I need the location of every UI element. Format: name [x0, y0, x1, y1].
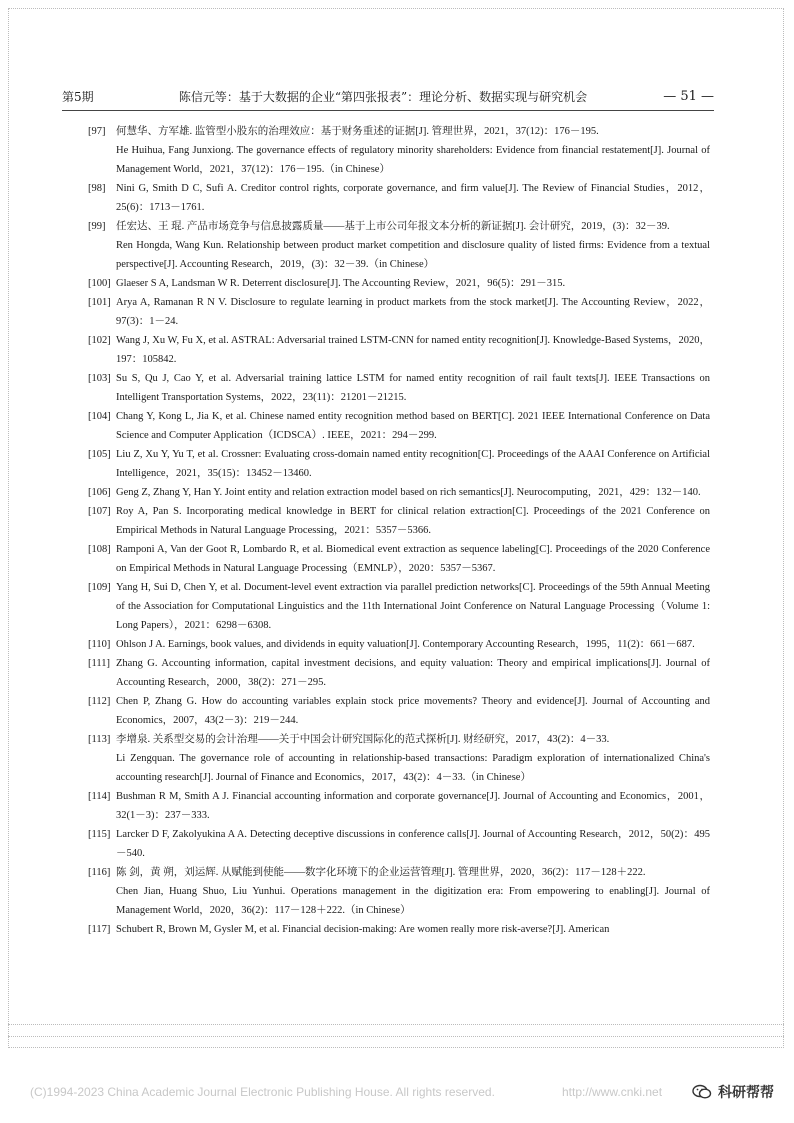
- reference-number: [115]: [88, 829, 111, 840]
- copyright-notice: (C)1994-2023 China Academic Journal Electronic Publishing House. All rights reserved.: [30, 1085, 495, 1099]
- page-footer: [30, 1080, 774, 1104]
- reference-entry: [88, 445, 710, 483]
- reference-text: Wang J, Xu W, Fu X, et al. ASTRAL: Adversarial trained LSTM-CNN for named entity recognition[J]. Knowledge-Based Systems，2020，197：105842.: [116, 335, 710, 365]
- reference-entry: [88, 179, 710, 217]
- reference-entry: [88, 578, 710, 635]
- reference-list: [88, 122, 710, 939]
- reference-number: [105]: [88, 449, 111, 460]
- reference-entry: [88, 502, 710, 540]
- reference-entry: [88, 787, 710, 825]
- reference-translation: Ren Hongda, Wang Kun. Relationship between product market competition and disclosure quality of listed firms: Evidence from a textual perspective[J]. Accounting Research，2019，(3)：32－39.（in Chinese）: [116, 240, 710, 270]
- reference-entry: [88, 293, 710, 331]
- reference-entry: [88, 692, 710, 730]
- reference-entry: [88, 635, 710, 654]
- reference-number: [111]: [88, 658, 110, 669]
- reference-text: 何慧华、方军雄. 监管型小股东的治理效应：基于财务重述的证据[J]. 管理世界，2021，37(12)：176－195.: [116, 126, 599, 137]
- reference-entry: [88, 730, 710, 787]
- reference-entry: [88, 825, 710, 863]
- reference-text: 任宏达、王 琨. 产品市场竞争与信息披露质量——基于上市公司年报文本分析的新证据[J]. 会计研究，2019，(3)：32－39.: [116, 221, 670, 232]
- reference-text: Su S, Qu J, Cao Y, et al. Adversarial training lattice LSTM for named entity recognition of rail fault texts[J]. IEEE Transactions on Intelligent Transportation Systems，2022，23(11)：21201－21215.: [116, 373, 710, 403]
- reference-entry: [88, 274, 710, 293]
- reference-number: [110]: [88, 639, 111, 650]
- reference-entry: [88, 122, 710, 179]
- reference-entry: [88, 654, 710, 692]
- reference-number: [99]: [88, 221, 106, 232]
- header-rule: [62, 110, 714, 111]
- watermark: [692, 1082, 774, 1102]
- reference-text: Glaeser S A, Landsman W R. Deterrent disclosure[J]. The Accounting Review，2021，96(5)：291－315.: [116, 278, 566, 289]
- reference-number: [104]: [88, 411, 111, 422]
- reference-entry: [88, 407, 710, 445]
- footer-url[interactable]: http://www.cnki.net: [562, 1085, 663, 1099]
- page-number: — 51 —: [663, 88, 714, 104]
- reference-text: 李增泉. 关系型交易的会计治理——关于中国会计研究国际化的范式探析[J]. 财经研究，2017，43(2)：4－33.: [116, 734, 610, 745]
- reference-number: [108]: [88, 544, 111, 555]
- reference-text: Schubert R, Brown M, Gysler M, et al. Financial decision-making: Are women really more risk-averse?[J]. American: [116, 924, 610, 935]
- reference-text: Bushman R M, Smith A J. Financial accounting information and corporate governance[J]. Journal of Accounting and Economics，2001，32(1－3)：237－333.: [116, 791, 710, 821]
- reference-number: [109]: [88, 582, 111, 593]
- reference-number: [103]: [88, 373, 111, 384]
- dotted-separator: [8, 1036, 784, 1037]
- reference-text: Ohlson J A. Earnings, book values, and dividends in equity valuation[J]. Contemporary Accounting Research，1995，11(2)：661－687.: [116, 639, 695, 650]
- reference-entry: [88, 920, 710, 939]
- reference-text: Zhang G. Accounting information, capital investment decisions, and equity valuation: Theory and empirical implications[J]. Journal of Accounting Research，2000，38(2)：271－295.: [116, 658, 710, 688]
- reference-number: [98]: [88, 183, 106, 194]
- reference-text: 陈 剑，黄 朔，刘运辉. 从赋能到使能——数字化环境下的企业运营管理[J]. 管理世界，2020，36(2)：117－128＋222.: [116, 867, 646, 878]
- reference-text: Nini G, Smith D C, Sufi A. Creditor control rights, corporate governance, and firm value[J]. The Review of Financial Studies，2012，25(6)：1713－1761.: [116, 183, 710, 213]
- running-header: [62, 86, 714, 106]
- reference-number: [114]: [88, 791, 111, 802]
- reference-entry: [88, 369, 710, 407]
- reference-number: [102]: [88, 335, 111, 346]
- reference-text: Chen P, Zhang G. How do accounting variables explain stock price movements? Theory and evidence[J]. Journal of Accounting and Economics，2007，43(2－3)：219－244.: [116, 696, 710, 726]
- reference-number: [97]: [88, 126, 106, 137]
- running-title: 陈信元等：基于大数据的企业“第四张报表”：理论分析、数据实现与研究机会: [178, 89, 588, 104]
- reference-text: Chang Y, Kong L, Jia K, et al. Chinese named entity recognition method based on BERT[C]. 2021 IEEE International Conference on Data Science and Computer Application（ICDSCA）. IEEE，2021：294－299.: [116, 411, 710, 441]
- reference-translation: Chen Jian, Huang Shuo, Liu Yunhui. Operations management in the digitization era: From empowering to enabling[J]. Journal of Management World，2020，36(2)：117－128＋222.（in Chinese）: [116, 886, 710, 916]
- reference-text: Liu Z, Xu Y, Yu T, et al. Crossner: Evaluating cross-domain named entity recognition[C]. Proceedings of the AAAI Conference on Artificial Intelligence，2021，35(15)：13452－13460.: [116, 449, 710, 479]
- issue-number: 第5期: [62, 89, 94, 104]
- reference-number: [117]: [88, 924, 111, 935]
- reference-text: Arya A, Ramanan R N V. Disclosure to regulate learning in product markets from the stock market[J]. The Accounting Review，2022，97(3)：1－24.: [116, 297, 710, 327]
- reference-number: [106]: [88, 487, 111, 498]
- reference-number: [101]: [88, 297, 111, 308]
- reference-number: [112]: [88, 696, 111, 707]
- reference-text: Yang H, Sui D, Chen Y, et al. Document-level event extraction via parallel prediction networks[C]. Proceedings of the 59th Annual Meeting of the Association for Computational Linguistics and the 11th International Joint Conference on Natural Language Processing（Volume 1: Long Papers），2021：6298－6308.: [116, 582, 710, 631]
- reference-entry: [88, 540, 710, 578]
- reference-number: [100]: [88, 278, 111, 289]
- dotted-separator: [8, 1024, 784, 1025]
- reference-text: Geng Z, Zhang Y, Han Y. Joint entity and relation extraction model based on rich semantics[J]. Neurocomputing，2021，429：132－140.: [116, 487, 701, 498]
- reference-number: [116]: [88, 867, 111, 878]
- watermark-text: 科研帮帮: [718, 1084, 774, 1100]
- reference-text: Roy A, Pan S. Incorporating medical knowledge in BERT for clinical relation extraction[C]. Proceedings of the 2021 Conference on Empirical Methods in Natural Language Processing，2021：5357－5366.: [116, 506, 710, 536]
- reference-entry: [88, 483, 710, 502]
- reference-translation: Li Zengquan. The governance role of accounting in relationship-based transactions: Paradigm exploration of internationalized China's accounting research[J]. Journal of Finance and Economics，2017，43(2)：4－33.（in Chinese）: [116, 753, 710, 783]
- reference-text: Larcker D F, Zakolyukina A A. Detecting deceptive discussions in conference calls[J]. Journal of Accounting Research，2012，50(2)：495－540.: [116, 829, 710, 859]
- reference-text: Ramponi A, Van der Goot R, Lombardo R, et al. Biomedical event extraction as sequence labeling[C]. Proceedings of the 2020 Conference on Empirical Methods in Natural Language Processing（EMNLP），2020：5357－5367.: [116, 544, 710, 574]
- wechat-icon: [692, 1084, 712, 1100]
- reference-entry: [88, 331, 710, 369]
- reference-number: [107]: [88, 506, 111, 517]
- reference-number: [113]: [88, 734, 111, 745]
- reference-translation: He Huihua, Fang Junxiong. The governance effects of regulatory minority shareholders: Evidence from financial restatement[J]. Journal of Management World，2021，37(12)：176－195.（in Chinese）: [116, 145, 710, 175]
- reference-entry: [88, 863, 710, 920]
- reference-entry: [88, 217, 710, 274]
